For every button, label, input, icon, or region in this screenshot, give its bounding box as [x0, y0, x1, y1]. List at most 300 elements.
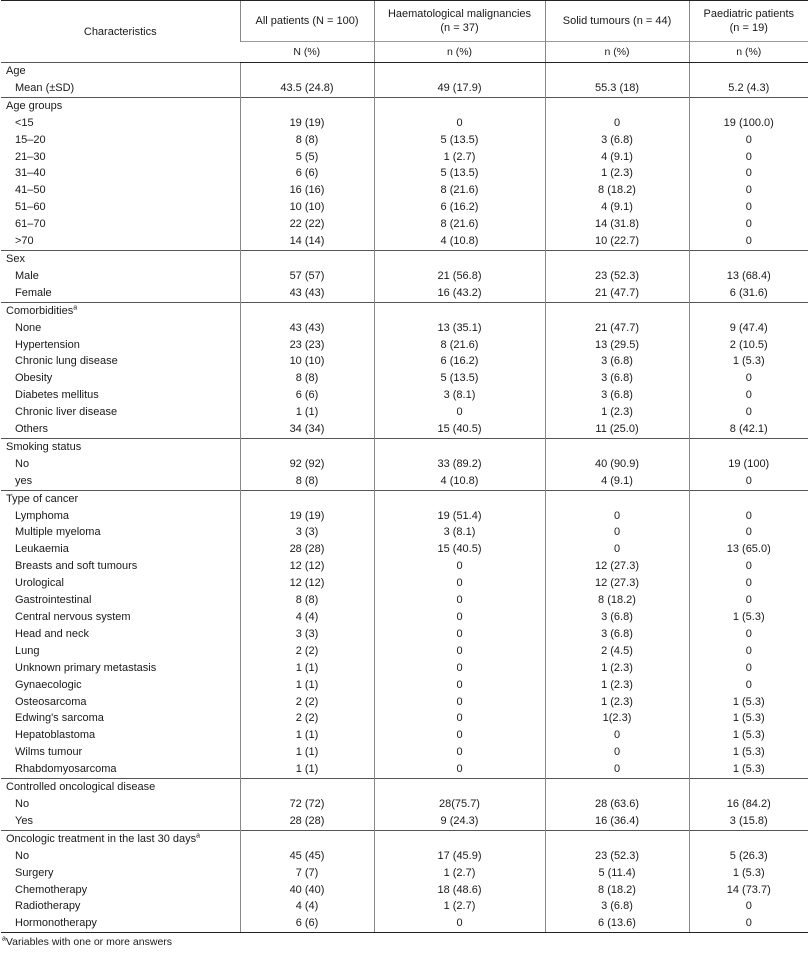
value-cell: 14 (31.8) — [545, 216, 689, 233]
value-cell: 15 (40.5) — [374, 421, 545, 438]
footnote-mark: a — [2, 935, 6, 943]
value-cell: 8 (21.6) — [374, 337, 545, 354]
footnote-marker: a — [73, 304, 78, 312]
value-cell: 1 (1) — [240, 677, 374, 694]
value-cell: 0 — [374, 761, 545, 778]
row-label: 31–40 — [15, 167, 46, 180]
value-cell: 6 (13.6) — [545, 915, 689, 932]
value-cell: 0 — [545, 508, 689, 525]
value-cell: 0 — [689, 149, 808, 166]
section-title: Controlled oncological disease — [1, 779, 240, 796]
value-cell: 28 (28) — [240, 813, 374, 830]
row-label: >70 — [15, 235, 34, 248]
empty-cell — [689, 63, 808, 80]
characteristics-table — [1, 0, 808, 933]
empty-cell — [240, 830, 374, 847]
value-cell: 17 (45.9) — [374, 848, 545, 865]
value-cell: 4 (4) — [240, 898, 374, 915]
table-row — [1, 710, 808, 727]
table-row — [1, 182, 808, 199]
unit-paediatric: n (%) — [689, 42, 808, 63]
section-header-row — [1, 63, 808, 80]
value-cell: 1 (5.3) — [689, 865, 808, 882]
value-cell: 0 — [374, 710, 545, 727]
row-label: Unknown primary metastasis — [15, 661, 157, 674]
value-cell: 16 (36.4) — [545, 813, 689, 830]
section-title: Smoking status — [1, 438, 240, 455]
row-label: Head and neck — [15, 627, 89, 640]
value-cell: 8 (8) — [240, 132, 374, 149]
value-cell: 0 — [374, 643, 545, 660]
value-cell: 6 (16.2) — [374, 199, 545, 216]
row-label: Edwing's sarcoma — [15, 712, 104, 725]
value-cell: 0 — [689, 508, 808, 525]
table-row — [1, 387, 808, 404]
value-cell: 43 (43) — [240, 320, 374, 337]
row-label: Others — [15, 423, 49, 436]
value-cell: 1 (2.3) — [545, 165, 689, 182]
section-title: Sex — [1, 250, 240, 267]
value-cell: 5 (13.5) — [374, 370, 545, 387]
row-label: Chronic lung disease — [15, 355, 118, 368]
value-cell: 6 (6) — [240, 915, 374, 932]
value-cell: 1 (1) — [240, 404, 374, 421]
row-label: 61–70 — [15, 218, 46, 231]
row-label: Gynaecologic — [15, 678, 82, 691]
table-row — [1, 268, 808, 285]
row-label: 21–30 — [15, 150, 46, 163]
table-row — [1, 115, 808, 132]
row-label: No — [15, 797, 30, 810]
table-row — [1, 761, 808, 778]
value-cell: 12 (12) — [240, 558, 374, 575]
value-cell: 0 — [374, 660, 545, 677]
value-cell: 0 — [689, 404, 808, 421]
value-cell: 72 (72) — [240, 796, 374, 813]
value-cell: 8 (8) — [240, 592, 374, 609]
value-cell: 12 (27.3) — [545, 558, 689, 575]
value-cell: 0 — [689, 677, 808, 694]
table-row — [1, 626, 808, 643]
value-cell: 0 — [374, 727, 545, 744]
value-cell: 21 (47.7) — [545, 285, 689, 302]
empty-cell — [689, 250, 808, 267]
empty-cell — [240, 63, 374, 80]
row-label: Obesity — [15, 372, 53, 385]
value-cell: 8 (18.2) — [545, 182, 689, 199]
empty-cell — [689, 779, 808, 796]
value-cell: 43.5 (24.8) — [240, 80, 374, 97]
value-cell: 1(2.3) — [545, 710, 689, 727]
row-label: Wilms tumour — [15, 746, 83, 759]
value-cell: 0 — [545, 524, 689, 541]
empty-cell — [689, 490, 808, 507]
empty-cell — [545, 830, 689, 847]
value-cell: 4 (4) — [240, 609, 374, 626]
empty-cell — [545, 438, 689, 455]
section-header-row — [1, 830, 808, 847]
value-cell: 18 (48.6) — [374, 882, 545, 899]
value-cell: 3 (8.1) — [374, 524, 545, 541]
value-cell: 0 — [545, 744, 689, 761]
table-row — [1, 421, 808, 438]
empty-cell — [545, 63, 689, 80]
footnote — [0, 933, 809, 949]
value-cell: 3 (6.8) — [545, 387, 689, 404]
header-characteristics: Characteristics — [1, 1, 240, 63]
row-label: Multiple myeloma — [15, 526, 101, 539]
value-cell: 2 (2) — [240, 694, 374, 711]
value-cell: 1 (1) — [240, 761, 374, 778]
table-row — [1, 370, 808, 387]
value-cell: 57 (57) — [240, 268, 374, 285]
header-solid-tumours: Solid tumours (n = 44) — [545, 1, 689, 42]
value-cell: 3 (8.1) — [374, 387, 545, 404]
value-cell: 13 (68.4) — [689, 268, 808, 285]
table-row — [1, 80, 808, 97]
section-title: Age groups — [1, 97, 240, 114]
value-cell: 0 — [545, 761, 689, 778]
value-cell: 19 (19) — [240, 508, 374, 525]
value-cell: 3 (6.8) — [545, 132, 689, 149]
value-cell: 8 (18.2) — [545, 882, 689, 899]
row-label: Breasts and soft tumours — [15, 560, 138, 573]
value-cell: 2 (4.5) — [545, 643, 689, 660]
value-cell: 0 — [689, 387, 808, 404]
value-cell: 40 (90.9) — [545, 456, 689, 473]
table-row — [1, 337, 808, 354]
value-cell: 13 (65.0) — [689, 541, 808, 558]
value-cell: 19 (100) — [689, 456, 808, 473]
value-cell: 45 (45) — [240, 848, 374, 865]
value-cell: 5.2 (4.3) — [689, 80, 808, 97]
empty-cell — [374, 779, 545, 796]
row-label: Urological — [15, 577, 64, 590]
value-cell: 1 (1) — [240, 660, 374, 677]
table-row — [1, 915, 808, 932]
empty-cell — [545, 490, 689, 507]
row-label: Gastrointestinal — [15, 594, 92, 607]
value-cell: 1 (1) — [240, 744, 374, 761]
row-label: <15 — [15, 116, 34, 129]
empty-cell — [374, 490, 545, 507]
value-cell: 0 — [689, 165, 808, 182]
table-row — [1, 149, 808, 166]
value-cell: 2 (2) — [240, 710, 374, 727]
value-cell: 2 (10.5) — [689, 337, 808, 354]
table-row — [1, 199, 808, 216]
row-label: 41–50 — [15, 184, 46, 197]
section-header-row — [1, 438, 808, 455]
value-cell: 13 (29.5) — [545, 337, 689, 354]
empty-cell — [240, 438, 374, 455]
value-cell: 5 (5) — [240, 149, 374, 166]
value-cell: 3 (6.8) — [545, 626, 689, 643]
value-cell: 0 — [689, 524, 808, 541]
value-cell: 1 (5.3) — [689, 727, 808, 744]
value-cell: 4 (10.8) — [374, 473, 545, 490]
value-cell: 3 (6.8) — [545, 609, 689, 626]
value-cell: 0 — [374, 115, 545, 132]
empty-cell — [374, 63, 545, 80]
value-cell: 0 — [374, 694, 545, 711]
value-cell: 13 (35.1) — [374, 320, 545, 337]
table-row — [1, 541, 808, 558]
value-cell: 0 — [374, 677, 545, 694]
empty-cell — [689, 97, 808, 114]
value-cell: 1 (5.3) — [689, 353, 808, 370]
value-cell: 1 (2.7) — [374, 865, 545, 882]
table-row — [1, 848, 808, 865]
value-cell: 16 (16) — [240, 182, 374, 199]
value-cell: 5 (13.5) — [374, 165, 545, 182]
value-cell: 5 (26.3) — [689, 848, 808, 865]
value-cell: 11 (25.0) — [545, 421, 689, 438]
value-cell: 0 — [689, 915, 808, 932]
value-cell: 0 — [689, 233, 808, 250]
value-cell: 55.3 (18) — [545, 80, 689, 97]
row-label: Osteosarcoma — [15, 695, 87, 708]
section-header-row — [1, 779, 808, 796]
table-row — [1, 796, 808, 813]
empty-cell — [689, 438, 808, 455]
value-cell: 0 — [689, 216, 808, 233]
empty-cell — [374, 830, 545, 847]
value-cell: 0 — [689, 592, 808, 609]
table-row — [1, 353, 808, 370]
header-paediatric: Paediatric patients (n = 19) — [689, 1, 808, 42]
value-cell: 92 (92) — [240, 456, 374, 473]
section-title: Age — [1, 63, 240, 80]
value-cell: 0 — [689, 626, 808, 643]
row-label: Radiotherapy — [15, 900, 81, 913]
table-row — [1, 456, 808, 473]
value-cell: 0 — [689, 132, 808, 149]
footnote-text: Variables with one or more answers — [5, 936, 173, 949]
value-cell: 28(75.7) — [374, 796, 545, 813]
value-cell: 3 (3) — [240, 524, 374, 541]
table-row — [1, 165, 808, 182]
row-label: Hepatoblastoma — [15, 729, 96, 742]
value-cell: 6 (16.2) — [374, 353, 545, 370]
value-cell: 9 (24.3) — [374, 813, 545, 830]
value-cell: 3 (6.8) — [545, 370, 689, 387]
value-cell: 4 (10.8) — [374, 233, 545, 250]
row-label: No — [15, 849, 30, 862]
value-cell: 0 — [689, 575, 808, 592]
table-row — [1, 558, 808, 575]
table-row — [1, 694, 808, 711]
value-cell: 28 (63.6) — [545, 796, 689, 813]
value-cell: 2 (2) — [240, 643, 374, 660]
value-cell: 8 (8) — [240, 473, 374, 490]
empty-cell — [689, 830, 808, 847]
section-header-row — [1, 302, 808, 319]
value-cell: 0 — [374, 404, 545, 421]
value-cell: 0 — [374, 558, 545, 575]
value-cell: 3 (6.8) — [545, 353, 689, 370]
table-row — [1, 404, 808, 421]
value-cell: 3 (15.8) — [689, 813, 808, 830]
value-cell: 1 (2.3) — [545, 677, 689, 694]
value-cell: 28 (28) — [240, 541, 374, 558]
row-label: Hormonotherapy — [1, 915, 240, 932]
row-label: 51–60 — [15, 201, 46, 214]
empty-cell — [545, 302, 689, 319]
value-cell: 0 — [689, 898, 808, 915]
value-cell: 0 — [689, 660, 808, 677]
row-label: Yes — [15, 814, 33, 827]
value-cell: 4 (9.1) — [545, 473, 689, 490]
value-cell: 0 — [689, 643, 808, 660]
value-cell: 1 (5.3) — [689, 609, 808, 626]
row-label: Diabetes mellitus — [15, 389, 99, 402]
empty-cell — [374, 438, 545, 455]
value-cell: 1 (2.3) — [545, 404, 689, 421]
header-haematological: Haematological malignancies (n = 37) — [374, 1, 545, 42]
value-cell: 23 (52.3) — [545, 268, 689, 285]
value-cell: 0 — [374, 609, 545, 626]
value-cell: 19 (51.4) — [374, 508, 545, 525]
value-cell: 10 (10) — [240, 199, 374, 216]
row-label: Leukaemia — [15, 543, 69, 556]
row-label: Lung — [15, 644, 40, 657]
value-cell: 23 (23) — [240, 337, 374, 354]
table-row — [1, 132, 808, 149]
unit-haematological: n (%) — [374, 42, 545, 63]
value-cell: 0 — [689, 558, 808, 575]
value-cell: 0 — [545, 115, 689, 132]
value-cell: 3 (6.8) — [545, 898, 689, 915]
empty-cell — [374, 250, 545, 267]
value-cell: 0 — [374, 592, 545, 609]
value-cell: 8 (21.6) — [374, 216, 545, 233]
value-cell: 4 (9.1) — [545, 149, 689, 166]
value-cell: 6 (31.6) — [689, 285, 808, 302]
unit-all-patients: N (%) — [240, 42, 374, 63]
value-cell: 5 (11.4) — [545, 865, 689, 882]
value-cell: 15 (40.5) — [374, 541, 545, 558]
value-cell: 0 — [374, 915, 545, 932]
table-row — [1, 660, 808, 677]
value-cell: 7 (7) — [240, 865, 374, 882]
value-cell: 8 (42.1) — [689, 421, 808, 438]
value-cell: 1 (2.7) — [374, 898, 545, 915]
value-cell: 1 (1) — [240, 727, 374, 744]
value-cell: 21 (47.7) — [545, 320, 689, 337]
table-row — [1, 473, 808, 490]
value-cell: 0 — [374, 626, 545, 643]
table-row — [1, 285, 808, 302]
empty-cell — [240, 250, 374, 267]
value-cell: 1 (5.3) — [689, 694, 808, 711]
table-row — [1, 813, 808, 830]
table-row — [1, 320, 808, 337]
value-cell: 1 (2.7) — [374, 149, 545, 166]
empty-cell — [240, 97, 374, 114]
value-cell: 10 (10) — [240, 353, 374, 370]
value-cell: 3 (3) — [240, 626, 374, 643]
section-header-row — [1, 490, 808, 507]
row-label: Surgery — [15, 866, 54, 879]
value-cell: 0 — [374, 575, 545, 592]
header-all-patients: All patients (N = 100) — [240, 1, 374, 42]
section-header-row — [1, 97, 808, 114]
empty-cell — [374, 302, 545, 319]
value-cell: 9 (47.4) — [689, 320, 808, 337]
footnote-marker: a — [196, 832, 201, 840]
value-cell: 14 (73.7) — [689, 882, 808, 899]
value-cell: 0 — [689, 182, 808, 199]
section-header-row — [1, 250, 808, 267]
value-cell: 16 (84.2) — [689, 796, 808, 813]
value-cell: 33 (89.2) — [374, 456, 545, 473]
value-cell: 1 (5.3) — [689, 744, 808, 761]
table-row — [1, 677, 808, 694]
empty-cell — [545, 97, 689, 114]
value-cell: 0 — [689, 370, 808, 387]
row-label: Male — [15, 269, 39, 282]
value-cell: 6 (6) — [240, 165, 374, 182]
row-label: 15–20 — [15, 133, 46, 146]
value-cell: 0 — [545, 541, 689, 558]
table-row — [1, 609, 808, 626]
empty-cell — [545, 250, 689, 267]
value-cell: 1 (2.3) — [545, 660, 689, 677]
empty-cell — [240, 302, 374, 319]
table-row — [1, 744, 808, 761]
empty-cell — [374, 97, 545, 114]
empty-cell — [240, 490, 374, 507]
row-label: No — [15, 457, 30, 470]
value-cell: 12 (27.3) — [545, 575, 689, 592]
row-label: Hypertension — [15, 338, 80, 351]
value-cell: 34 (34) — [240, 421, 374, 438]
table-row — [1, 643, 808, 660]
table-row — [1, 898, 808, 915]
value-cell: 21 (56.8) — [374, 268, 545, 285]
value-cell: 14 (14) — [240, 233, 374, 250]
table-body — [1, 63, 808, 933]
table-row — [1, 575, 808, 592]
empty-cell — [240, 779, 374, 796]
value-cell: 40 (40) — [240, 882, 374, 899]
value-cell: 8 (8) — [240, 370, 374, 387]
table-row — [1, 524, 808, 541]
value-cell: 6 (6) — [240, 387, 374, 404]
value-cell: 19 (100.0) — [689, 115, 808, 132]
row-label: Central nervous system — [15, 611, 131, 623]
value-cell: 0 — [689, 473, 808, 490]
value-cell: 19 (19) — [240, 115, 374, 132]
table-row — [1, 592, 808, 609]
row-label: None — [15, 321, 42, 334]
row-label: yes — [15, 474, 33, 487]
row-label: Mean (±SD) — [15, 81, 75, 94]
value-cell: 12 (12) — [240, 575, 374, 592]
value-cell: 1 (5.3) — [689, 710, 808, 727]
section-title: Type of cancer — [1, 490, 240, 507]
value-cell: 0 — [689, 199, 808, 216]
table-row — [1, 216, 808, 233]
value-cell: 1 (5.3) — [689, 761, 808, 778]
empty-cell — [689, 302, 808, 319]
value-cell: 10 (22.7) — [545, 233, 689, 250]
row-label: Rhabdomyosarcoma — [15, 763, 117, 776]
value-cell: 8 (18.2) — [545, 592, 689, 609]
value-cell: 5 (13.5) — [374, 132, 545, 149]
value-cell: 0 — [545, 727, 689, 744]
